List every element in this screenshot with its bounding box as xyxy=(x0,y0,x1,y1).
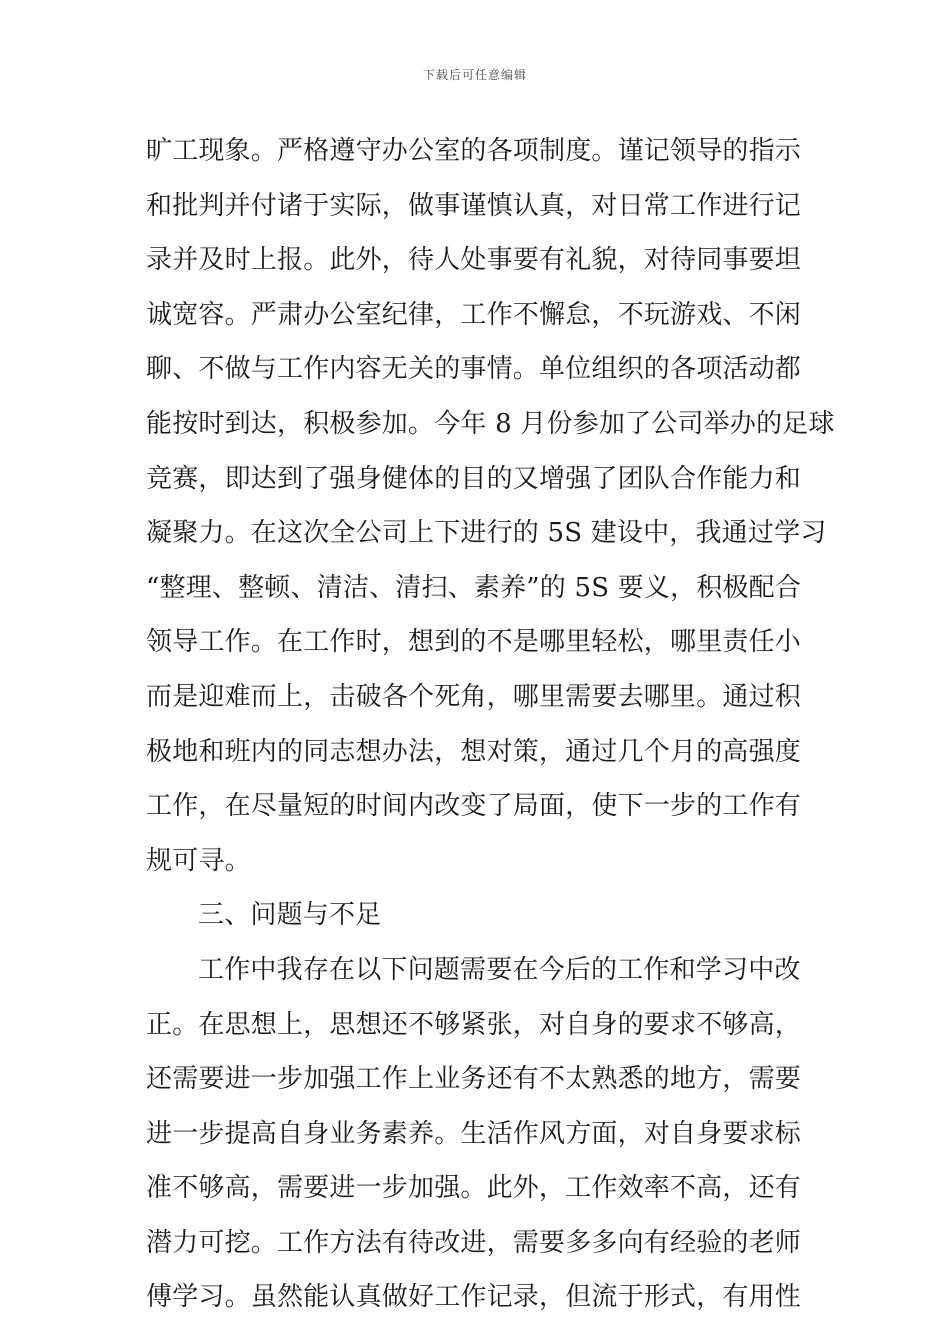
text-line: 进一步提高自身业务素养。生活作风方面，对自身要求标 xyxy=(146,1118,802,1149)
text-line: 潜力可挖。工作方法有待改进，需要多多向有经验的老师 xyxy=(146,1227,802,1258)
text-line: 凝聚力。在这次全公司上下进行的 5S 建设中，我通过学习 xyxy=(146,518,827,549)
text-line: 工作，在尽量短的时间内改变了局面，使下一步的工作有 xyxy=(146,791,802,822)
text-line: 录并及时上报。此外，待人处事要有礼貌，对待同事要坦 xyxy=(146,245,802,276)
page-header: 下载后可任意编辑 xyxy=(422,68,527,82)
text-line: 聊、不做与工作内容无关的事情。单位组织的各项活动都 xyxy=(146,354,802,385)
text-line: 竞赛，即达到了强身健体的目的又增强了团队合作能力和 xyxy=(146,463,802,494)
text-line: 傅学习。虽然能认真做好工作记录，但流于形式，有用性 xyxy=(146,1282,802,1313)
text-line: 诚宽容。严肃办公室纪律，工作不懈怠，不玩游戏、不闲 xyxy=(146,299,802,330)
text-line: 规可寻。 xyxy=(146,845,251,876)
text-line: 和批判并付诸于实际，做事谨慎认真，对日常工作进行记 xyxy=(146,190,802,221)
text-line: 工作中我存在以下问题需要在今后的工作和学习中改 xyxy=(198,954,801,985)
text-line: 领导工作。在工作时，想到的不是哪里轻松，哪里责任小 xyxy=(146,627,802,658)
text-line: 能按时到达，积极参加。今年 8 月份参加了公司举办的足球 xyxy=(146,408,835,439)
text-line: 还需要进一步加强工作上业务还有不太熟悉的地方，需要 xyxy=(146,1064,802,1095)
text-line: 正。在思想上，思想还不够紧张，对自身的要求不够高， xyxy=(146,1009,802,1040)
text-line: 旷工现象。严格遵守办公室的各项制度。谨记领导的指示 xyxy=(146,136,802,166)
text-line: 而是迎难而上，击破各个死角，哪里需要去哪里。通过积 xyxy=(146,681,802,712)
document-body xyxy=(146,124,835,1325)
section-heading: 三、问题与不足 xyxy=(198,900,382,931)
text-line: 极地和班内的同志想办法，想对策，通过几个月的高强度 xyxy=(146,736,802,767)
text-line: “整理、整顿、清洁、清扫、素养”的 5S 要义，积极配合 xyxy=(146,572,802,603)
text-line: 准不够高，需要进一步加强。此外，工作效率不高，还有 xyxy=(146,1173,802,1204)
